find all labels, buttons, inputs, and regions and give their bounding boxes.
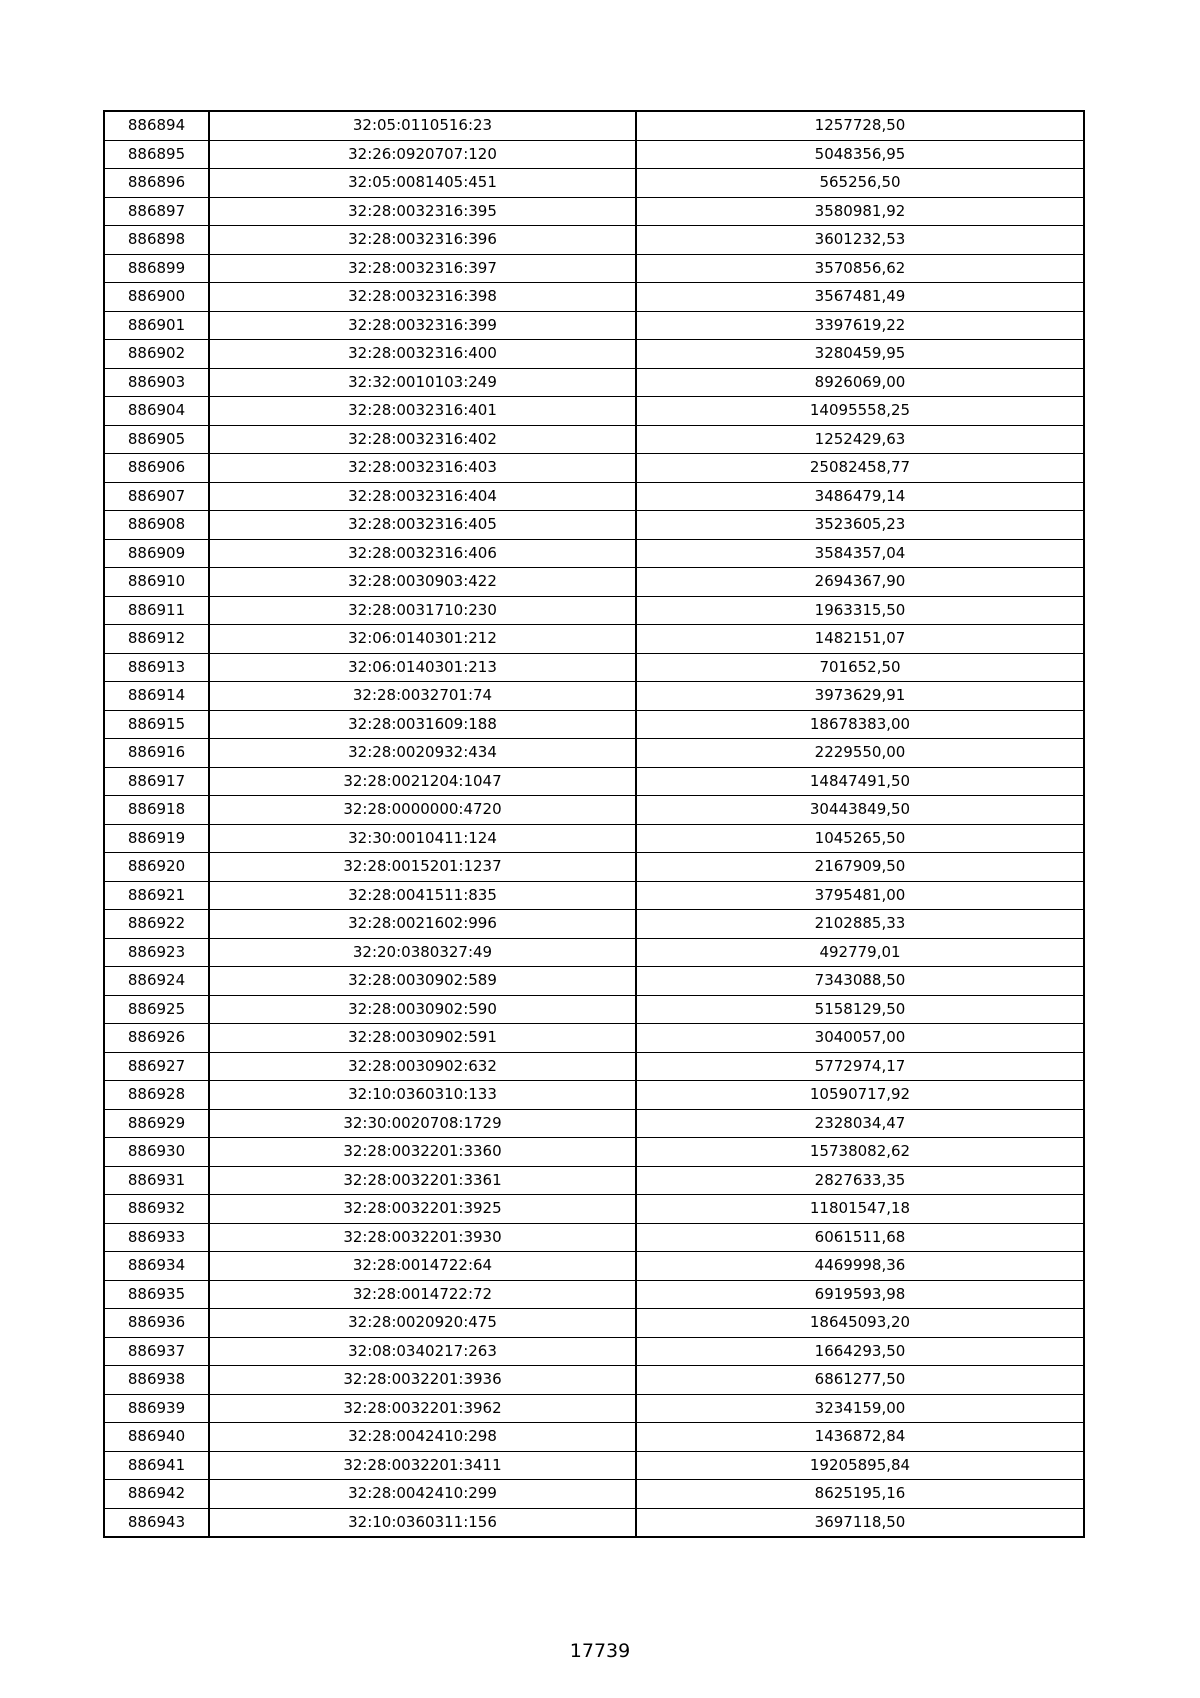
table-row [104,1109,1084,1138]
cadastral-number-cell: 32:28:0032316:397 [209,254,636,283]
row-number-cell: 886929 [104,1109,209,1138]
row-number-cell: 886936 [104,1309,209,1338]
value-cell: 3584357,04 [636,539,1084,568]
cadastral-number-cell: 32:28:0021602:996 [209,910,636,939]
value-cell: 1482151,07 [636,625,1084,654]
table-row [104,1366,1084,1395]
cadastral-number-cell: 32:28:0032316:398 [209,283,636,312]
cadastral-number-cell: 32:28:0042410:298 [209,1423,636,1452]
cadastral-number-cell: 32:28:0030902:632 [209,1052,636,1081]
table-row [104,140,1084,169]
table-row [104,1223,1084,1252]
value-cell: 3523605,23 [636,511,1084,540]
cadastral-number-cell: 32:28:0020932:434 [209,739,636,768]
table-row [104,1052,1084,1081]
cadastral-number-cell: 32:28:0014722:72 [209,1280,636,1309]
table-row [104,254,1084,283]
value-cell: 5158129,50 [636,995,1084,1024]
row-number-cell: 886922 [104,910,209,939]
value-cell: 1252429,63 [636,425,1084,454]
cadastral-number-cell: 32:28:0031609:188 [209,710,636,739]
cadastral-number-cell: 32:28:0032316:402 [209,425,636,454]
row-number-cell: 886911 [104,596,209,625]
cadastral-number-cell: 32:28:0021204:1047 [209,767,636,796]
value-cell: 3570856,62 [636,254,1084,283]
row-number-cell: 886931 [104,1166,209,1195]
table-row [104,539,1084,568]
value-cell: 2694367,90 [636,568,1084,597]
cadastral-number-cell: 32:05:0110516:23 [209,111,636,140]
table-row [104,397,1084,426]
cadastral-number-cell: 32:08:0340217:263 [209,1337,636,1366]
cadastral-number-cell: 32:28:0030902:589 [209,967,636,996]
value-cell: 25082458,77 [636,454,1084,483]
value-cell: 3397619,22 [636,311,1084,340]
table-row [104,226,1084,255]
table-row [104,995,1084,1024]
row-number-cell: 886941 [104,1451,209,1480]
table-row [104,111,1084,140]
table-row [104,1195,1084,1224]
cadastral-number-cell: 32:28:0032201:3411 [209,1451,636,1480]
table-row [104,1508,1084,1537]
row-number-cell: 886914 [104,682,209,711]
value-cell: 2229550,00 [636,739,1084,768]
row-number-cell: 886926 [104,1024,209,1053]
row-number-cell: 886896 [104,169,209,198]
value-cell: 8625195,16 [636,1480,1084,1509]
cadastral-number-cell: 32:26:0920707:120 [209,140,636,169]
table-row [104,1081,1084,1110]
table-row [104,967,1084,996]
cadastral-number-cell: 32:28:0030902:590 [209,995,636,1024]
cadastral-number-cell: 32:28:0032201:3930 [209,1223,636,1252]
table-row [104,767,1084,796]
table-row [104,340,1084,369]
table-row [104,283,1084,312]
value-cell: 6861277,50 [636,1366,1084,1395]
value-cell: 492779,01 [636,938,1084,967]
value-cell: 14095558,25 [636,397,1084,426]
table-row [104,796,1084,825]
cadastral-number-cell: 32:32:0010103:249 [209,368,636,397]
cadastral-number-cell: 32:10:0360310:133 [209,1081,636,1110]
table-row [104,938,1084,967]
row-number-cell: 886943 [104,1508,209,1537]
row-number-cell: 886932 [104,1195,209,1224]
row-number-cell: 886909 [104,539,209,568]
row-number-cell: 886930 [104,1138,209,1167]
value-cell: 1436872,84 [636,1423,1084,1452]
table-row [104,1138,1084,1167]
value-cell: 3795481,00 [636,881,1084,910]
value-cell: 7343088,50 [636,967,1084,996]
value-cell: 3697118,50 [636,1508,1084,1537]
table-row [104,596,1084,625]
table-row [104,910,1084,939]
value-cell: 14847491,50 [636,767,1084,796]
data-table [103,110,1085,1538]
row-number-cell: 886900 [104,283,209,312]
value-cell: 1664293,50 [636,1337,1084,1366]
cadastral-number-cell: 32:28:0041511:835 [209,881,636,910]
row-number-cell: 886920 [104,853,209,882]
value-cell: 701652,50 [636,653,1084,682]
value-cell: 18645093,20 [636,1309,1084,1338]
table-row [104,1451,1084,1480]
table-row [104,1480,1084,1509]
value-cell: 3234159,00 [636,1394,1084,1423]
row-number-cell: 886919 [104,824,209,853]
row-number-cell: 886915 [104,710,209,739]
row-number-cell: 886898 [104,226,209,255]
row-number-cell: 886921 [104,881,209,910]
table-row [104,1166,1084,1195]
value-cell: 2102885,33 [636,910,1084,939]
value-cell: 15738082,62 [636,1138,1084,1167]
cadastral-number-cell: 32:28:0015201:1237 [209,853,636,882]
row-number-cell: 886906 [104,454,209,483]
cadastral-number-cell: 32:28:0032201:3361 [209,1166,636,1195]
cadastral-number-cell: 32:06:0140301:213 [209,653,636,682]
value-cell: 3973629,91 [636,682,1084,711]
row-number-cell: 886899 [104,254,209,283]
table-row [104,1280,1084,1309]
row-number-cell: 886938 [104,1366,209,1395]
cadastral-number-cell: 32:28:0032316:401 [209,397,636,426]
value-cell: 3580981,92 [636,197,1084,226]
table-row [104,853,1084,882]
row-number-cell: 886935 [104,1280,209,1309]
cadastral-number-cell: 32:28:0042410:299 [209,1480,636,1509]
row-number-cell: 886937 [104,1337,209,1366]
cadastral-number-cell: 32:10:0360311:156 [209,1508,636,1537]
value-cell: 3280459,95 [636,340,1084,369]
value-cell: 1045265,50 [636,824,1084,853]
row-number-cell: 886939 [104,1394,209,1423]
table-row [104,368,1084,397]
table-row [104,1394,1084,1423]
row-number-cell: 886916 [104,739,209,768]
row-number-cell: 886924 [104,967,209,996]
row-number-cell: 886933 [104,1223,209,1252]
row-number-cell: 886903 [104,368,209,397]
cadastral-number-cell: 32:28:0030902:591 [209,1024,636,1053]
value-cell: 11801547,18 [636,1195,1084,1224]
cadastral-number-cell: 32:28:0032316:406 [209,539,636,568]
row-number-cell: 886907 [104,482,209,511]
row-number-cell: 886895 [104,140,209,169]
table-row [104,625,1084,654]
table-row [104,881,1084,910]
cadastral-number-cell: 32:20:0380327:49 [209,938,636,967]
value-cell: 4469998,36 [636,1252,1084,1281]
value-cell: 5048356,95 [636,140,1084,169]
value-cell: 5772974,17 [636,1052,1084,1081]
table-row [104,1252,1084,1281]
table-row [104,682,1084,711]
value-cell: 3040057,00 [636,1024,1084,1053]
table-row [104,710,1084,739]
row-number-cell: 886908 [104,511,209,540]
cadastral-number-cell: 32:28:0032201:3360 [209,1138,636,1167]
cadastral-number-cell: 32:28:0032316:399 [209,311,636,340]
value-cell: 19205895,84 [636,1451,1084,1480]
value-cell: 3567481,49 [636,283,1084,312]
cadastral-number-cell: 32:05:0081405:451 [209,169,636,198]
value-cell: 10590717,92 [636,1081,1084,1110]
table-row [104,197,1084,226]
row-number-cell: 886897 [104,197,209,226]
table-row [104,169,1084,198]
table-row [104,653,1084,682]
table-row [104,482,1084,511]
cadastral-number-cell: 32:28:0032316:395 [209,197,636,226]
row-number-cell: 886928 [104,1081,209,1110]
row-number-cell: 886917 [104,767,209,796]
row-number-cell: 886923 [104,938,209,967]
table-row [104,1337,1084,1366]
table-row [104,311,1084,340]
table-row [104,1423,1084,1452]
value-cell: 6919593,98 [636,1280,1084,1309]
row-number-cell: 886902 [104,340,209,369]
value-cell: 2167909,50 [636,853,1084,882]
table-row [104,568,1084,597]
value-cell: 2328034,47 [636,1109,1084,1138]
table-row [104,1309,1084,1338]
cadastral-number-cell: 32:28:0032201:3936 [209,1366,636,1395]
table-row [104,425,1084,454]
row-number-cell: 886905 [104,425,209,454]
value-cell: 3601232,53 [636,226,1084,255]
table-row [104,739,1084,768]
cadastral-number-cell: 32:06:0140301:212 [209,625,636,654]
table-row [104,511,1084,540]
table-row [104,1024,1084,1053]
cadastral-number-cell: 32:28:0000000:4720 [209,796,636,825]
row-number-cell: 886913 [104,653,209,682]
row-number-cell: 886942 [104,1480,209,1509]
row-number-cell: 886925 [104,995,209,1024]
value-cell: 1963315,50 [636,596,1084,625]
row-number-cell: 886901 [104,311,209,340]
cadastral-number-cell: 32:30:0010411:124 [209,824,636,853]
value-cell: 2827633,35 [636,1166,1084,1195]
row-number-cell: 886934 [104,1252,209,1281]
value-cell: 30443849,50 [636,796,1084,825]
cadastral-number-cell: 32:28:0032316:404 [209,482,636,511]
table-row [104,824,1084,853]
cadastral-number-cell: 32:28:0014722:64 [209,1252,636,1281]
cadastral-number-cell: 32:28:0032316:403 [209,454,636,483]
cadastral-number-cell: 32:28:0030903:422 [209,568,636,597]
row-number-cell: 886927 [104,1052,209,1081]
value-cell: 1257728,50 [636,111,1084,140]
table-body [104,111,1084,1537]
cadastral-number-cell: 32:28:0032316:400 [209,340,636,369]
row-number-cell: 886894 [104,111,209,140]
row-number-cell: 886918 [104,796,209,825]
value-cell: 565256,50 [636,169,1084,198]
row-number-cell: 886940 [104,1423,209,1452]
cadastral-number-cell: 32:28:0032201:3925 [209,1195,636,1224]
value-cell: 18678383,00 [636,710,1084,739]
value-cell: 3486479,14 [636,482,1084,511]
cadastral-number-cell: 32:28:0032201:3962 [209,1394,636,1423]
cadastral-number-cell: 32:28:0032701:74 [209,682,636,711]
cadastral-number-cell: 32:28:0032316:396 [209,226,636,255]
page-number: 17739 [569,1640,631,1662]
cadastral-number-cell: 32:28:0031710:230 [209,596,636,625]
table-row [104,454,1084,483]
value-cell: 6061511,68 [636,1223,1084,1252]
row-number-cell: 886904 [104,397,209,426]
cadastral-number-cell: 32:28:0032316:405 [209,511,636,540]
row-number-cell: 886912 [104,625,209,654]
cadastral-number-cell: 32:28:0020920:475 [209,1309,636,1338]
cadastral-number-cell: 32:30:0020708:1729 [209,1109,636,1138]
value-cell: 8926069,00 [636,368,1084,397]
row-number-cell: 886910 [104,568,209,597]
